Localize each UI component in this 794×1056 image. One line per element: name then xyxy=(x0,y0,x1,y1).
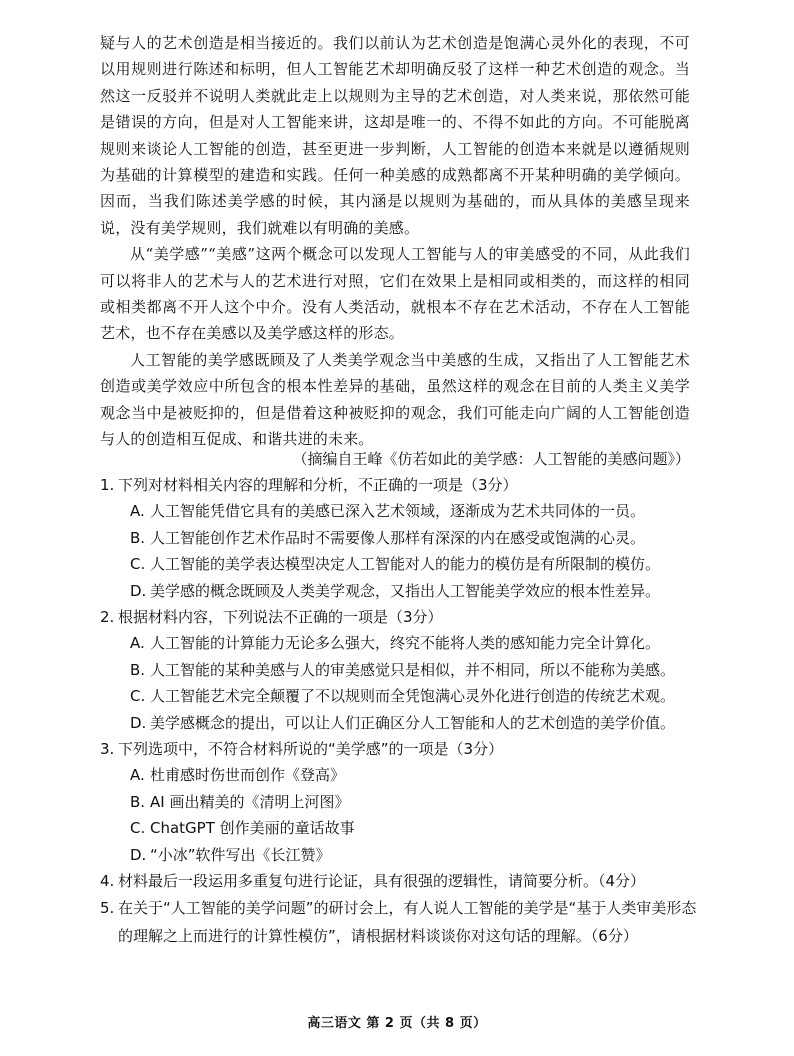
question-text: 材料最后一段运用多重复句进行论证，具有很强的逻辑性，请简要分析。（4分） xyxy=(118,872,646,890)
question-3 xyxy=(100,736,700,868)
option-letter: C. xyxy=(130,555,146,573)
option-letter: A. xyxy=(130,634,145,652)
option-text: “小冰”软件写出《长江赞》 xyxy=(150,845,331,864)
question-number: 2. xyxy=(100,608,115,626)
option-letter: B. xyxy=(130,528,146,547)
question-stem xyxy=(100,894,700,950)
question-number: 1. xyxy=(100,476,115,494)
option-letter: D. xyxy=(130,713,147,732)
option-text: 人工智能的美学表达模型决定人工智能对人的能力的模仿是有所限制的模仿。 xyxy=(150,555,661,573)
option-c xyxy=(100,683,700,710)
question-number: 5. xyxy=(100,899,115,917)
option-a xyxy=(100,762,700,789)
option-letter: C. xyxy=(130,687,146,705)
option-b xyxy=(100,657,700,684)
question-list xyxy=(100,472,700,950)
option-text: 人工智能的计算能力无论多么强大，终究不能将人类的感知能力完全计算化。 xyxy=(150,634,661,652)
option-text: 杜甫感时伤世而创作《登高》 xyxy=(150,766,346,784)
question-5 xyxy=(100,894,700,950)
option-a xyxy=(100,630,700,657)
passage-paragraph-1: 疑与人的艺术创造是相当接近的。我们以前认为艺术创造是饱满心灵外化的表现，不可以用规则进行陈述和标明，但人工智能艺术却明确反驳了这样一种艺术创造的观念。当然这一反驳并不说明人类就此走上以规则为主导的艺术创造，对人类来说，那依然可能是错误的方向，但是对人工智能来讲，这却是唯一的、不得不如此的方向。不可能脱离规则来谈论人工智能的创造，甚至更进一步判断，人工智能的创造本来就是以遵循规则为基础的计算模型的建造和实践。任何一种美感的成熟都离不开某种明确的美学倾向。因而，当我们陈述美学感的时候，其内涵是以规则为基础的，而从具体的美感呈现来说，没有美学规则，我们就难以有明确的美感。 xyxy=(100,34,690,237)
option-letter: B. xyxy=(130,792,146,811)
option-letter: A. xyxy=(130,766,145,784)
option-text: ChatGPT 创作美丽的童话故事 xyxy=(150,819,355,837)
question-number: 4. xyxy=(100,872,115,890)
page-footer: 高三语文 第 2 页（共 8 页） xyxy=(307,1016,487,1031)
question-2 xyxy=(100,604,700,736)
passage-citation: （摘编自王峰《仿若如此的美学感：人工智能的美感问题》） xyxy=(292,450,690,468)
passage-paragraph-2: 从“美学感”“美感”这两个概念可以发现人工智能与人的审美感受的不同，从此我们可以将非人的艺术与人的艺术进行对照，它们在效果上是相同或相类的，而这样的相同或相类都离不开人这个中介。没有人类活动，就根本不存在艺术活动，不存在人工智能艺术，也不存在美感以及美学感这样的形态。 xyxy=(100,245,690,343)
question-4 xyxy=(100,868,700,894)
option-b xyxy=(100,525,700,552)
option-letter: A. xyxy=(130,502,145,520)
option-letter: D. xyxy=(130,581,147,600)
option-letter: B. xyxy=(130,660,146,679)
option-text: AI 画出精美的《清明上河图》 xyxy=(150,792,350,811)
option-d xyxy=(100,842,700,869)
option-c xyxy=(100,815,700,842)
option-b xyxy=(100,789,700,816)
question-number: 3. xyxy=(100,740,115,758)
option-d xyxy=(100,578,700,605)
option-text: 人工智能的某种美感与人的审美感觉只是相似，并不相同，所以不能称为美感。 xyxy=(150,660,676,679)
option-text: 人工智能创作艺术作品时不需要像人那样有深深的内在感受或饱满的心灵。 xyxy=(150,528,646,547)
reading-passage xyxy=(100,30,690,453)
option-d xyxy=(100,710,700,737)
option-text: 人工智能艺术完全颠覆了不以规则而全凭饱满心灵外化进行创造的传统艺术观。 xyxy=(150,687,676,705)
question-text: 根据材料内容，下列说法不正确的一项是（3分） xyxy=(118,608,443,626)
option-text: 人工智能凭借它具有的美感已深入艺术领域，逐渐成为艺术共同体的一员。 xyxy=(150,502,646,520)
option-text: 美学感概念的提出，可以让人们正确区分人工智能和人的艺术创造的美学价值。 xyxy=(150,713,676,732)
option-text: 美学感的概念既顾及人类美学观念，又指出人工智能美学效应的根本性差异。 xyxy=(150,581,661,600)
passage-paragraph-3: 人工智能的美学感既顾及了人类美学观念当中美感的生成，又指出了人工智能艺术创造或美学效应中所包含的根本性差异的基础，虽然这样的观念在目前的人类主义美学观念当中是被贬抑的，但是借着这种被贬抑的观念，我们可能走向广阔的人工智能创造与人的创造相互促成、和谐共进的未来。 xyxy=(100,350,690,449)
question-stem xyxy=(100,472,700,498)
option-c xyxy=(100,551,700,578)
option-letter: D. xyxy=(130,845,147,864)
option-letter: C. xyxy=(130,819,146,837)
option-a xyxy=(100,498,700,525)
question-text: 下列对材料相关内容的理解和分析，不正确的一项是（3分） xyxy=(118,476,518,494)
question-stem xyxy=(100,736,700,762)
question-stem xyxy=(100,604,700,630)
question-stem xyxy=(100,868,700,894)
question-text: 在关于“人工智能的美学问题”的研讨会上，有人说人工智能的美学是“基于人类审美形态的理解之上而进行的计算性模仿”，请根据材料谈谈你对这句话的理解。（6分） xyxy=(118,899,697,945)
question-text: 下列选项中，不符合材料所说的“美学感”的一项是（3分） xyxy=(118,740,504,758)
question-1 xyxy=(100,472,700,604)
